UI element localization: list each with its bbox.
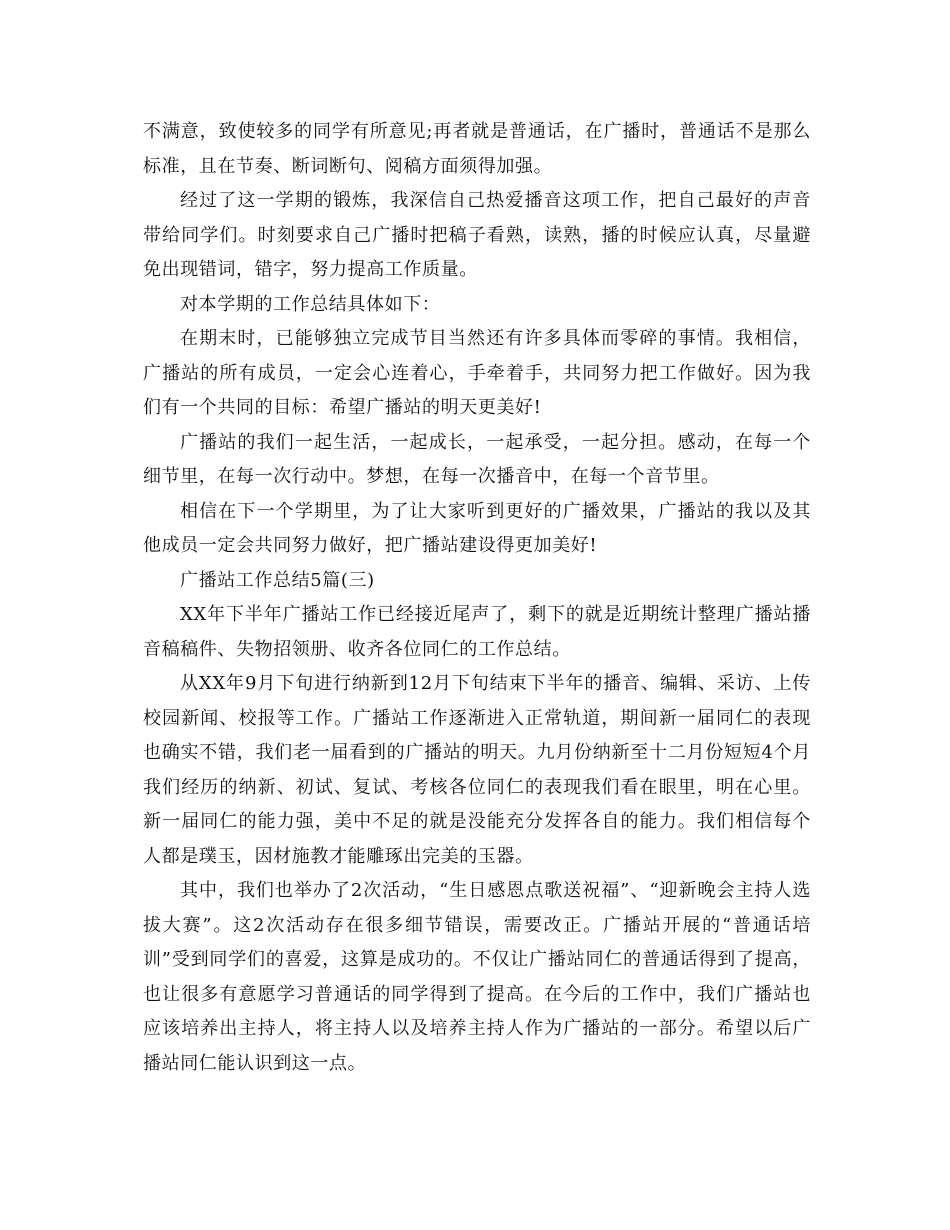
paragraph: 经过了这一学期的锻炼，我深信自己热爱播音这项工作，把自己最好的声音带给同学们。时刻要求自己广播时把稿子看熟，读熟，播的时候应认真，尽量避免出现错词，错字，努力提高工作质量。 — [143, 190, 811, 280]
section-heading: 广播站工作总结5篇(三) — [180, 569, 375, 591]
paragraph: 相信在下一个学期里，为了让大家听到更好的广播效果，广播站的我以及其他成员一定会共同努力做好，把广播站建设得更加美好! — [143, 500, 811, 556]
paragraph-continuation: 不满意，致使较多的同学有所意见;再者就是普通话，在广播时，普通话不是那么标准，且在节奏、断词断句、阅稿方面须得加强。 — [143, 121, 811, 177]
paragraph: XX年下半年广播站工作已经接近尾声了，剩下的就是近期统计整理广播站播音稿稿件、失物招领册、收齐各位同仁的工作总结。 — [143, 604, 811, 660]
paragraph: 从XX年9月下旬进行纳新到12月下旬结束下半年的播音、编辑、采访、上传校园新闻、校报等工作。广播站工作逐渐进入正常轨道，期间新一届同仁的表现也确实不错，我们老一届看到的广播站的明天。九月份纳新至十二月份短短4个月我们经历的纳新、初试、复试、考核各位同仁的表现我们看在眼里，明在心里。新一届同仁的能力强，美中不足的就是没能充分发挥各自的能力。我们相信每个人都是璞玉，因材施教才能雕琢出完美的玉器。 — [143, 673, 811, 867]
paragraph: 对本学期的工作总结具体如下： — [180, 293, 441, 315]
paragraph: 广播站的我们一起生活，一起成长，一起承受，一起分担。感动，在每一个细节里，在每一次行动中。梦想，在每一次播音中，在每一个音节里。 — [143, 431, 811, 487]
paragraph: 其中，我们也举办了2次活动，“生日感恩点歌送祝福”、“迎新晚会主持人选拔大赛”。这2次活动存在很多细节错误，需要改正。广播站开展的“普通话培训”受到同学们的喜爱，这算是成功的。不仅让广播站同仁的普通话得到了提高，也让很多有意愿学习普通话的同学得到了提高。在今后的工作中，我们广播站也应该培养出主持人，将主持人以及培养主持人作为广播站的一部分。希望以后广播站同仁能认识到这一点。 — [143, 880, 811, 1074]
paragraph: 在期末时，已能够独立完成节目当然还有许多具体而零碎的事情。我相信，广播站的所有成员，一定会心连着心，手牵着手，共同努力把工作做好。因为我们有一个共同的目标：希望广播站的明天更美好! — [143, 328, 811, 418]
document-body — [143, 115, 811, 1081]
